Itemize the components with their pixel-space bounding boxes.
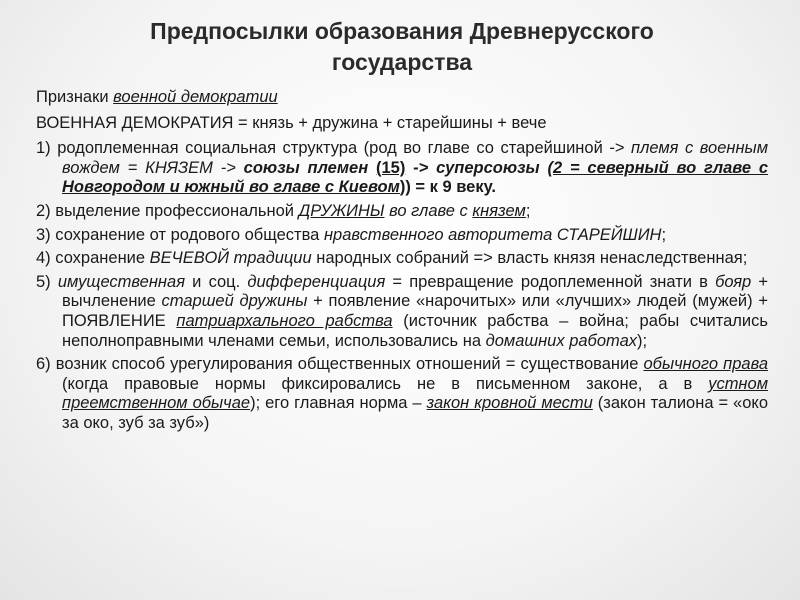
p5-num: 5) — [36, 272, 58, 291]
p2-druzhina: ДРУЖИНЫ — [298, 201, 385, 220]
point-5 — [36, 273, 768, 351]
point-1 — [36, 139, 768, 198]
p5-text: = превращение родоплеменной знати в — [385, 272, 716, 291]
p5-text4: (источник рабства – война; рабы считались неполноправными членами семьи, использовались на — [62, 311, 768, 350]
p5-text3: + появление «нарочитых» или «лучших» людей (мужей) + ПОЯВЛЕНИЕ — [62, 292, 768, 330]
p1-end: )) = к 9 веку. — [399, 178, 496, 197]
p1-superunions: -> суперсоюзы ( — [405, 158, 553, 177]
p6-custom-law: обычного права — [643, 355, 769, 374]
p5-slavery: патриархального рабства — [176, 311, 393, 330]
p1-text: 1) родоплеменная социальная структура (род во главе со старейшиной -> — [36, 139, 631, 158]
p5-senior: старшей дружины — [161, 292, 308, 311]
p4-end: народных собраний => власть князя ненаследственная; — [311, 249, 748, 268]
p3-text: 3) сохранение от родового общества — [36, 225, 324, 244]
p5-and: и соц. — [185, 272, 248, 291]
p6-text3: ); его главная норма – — [250, 394, 427, 413]
p2-end: ; — [525, 201, 531, 220]
p5-property: имущественная — [57, 272, 186, 291]
point-4 — [36, 249, 768, 269]
p6-blood-feud: закон кровной мести — [426, 394, 593, 413]
intro-term: военной демократии — [113, 88, 278, 106]
formula-line: ВОЕННАЯ ДЕМОКРАТИЯ = князь + дружина + старейшины + вече — [36, 113, 547, 132]
p5-home: домашних работах — [485, 331, 637, 350]
p1-count: (15) — [376, 158, 406, 177]
p5-diff: дифференциация — [247, 272, 386, 291]
p5-text2: + вычленение — [62, 272, 768, 311]
p2-prince: князем — [472, 201, 526, 220]
p6-end: (закон талиона = «око за око, зуб за зуб») — [62, 394, 768, 432]
p2-text: 2) выделение профессиональной — [36, 201, 299, 220]
p6-text: 6) возник способ урегулирования общественных отношений = существование — [36, 355, 644, 374]
point-3 — [36, 226, 768, 246]
intro-line — [36, 88, 768, 108]
p4-veche: ВЕЧЕВОЙ традиции — [149, 249, 312, 268]
point-2 — [36, 202, 768, 222]
p6-text2: (когда правовые нормы фиксировались не в письменном законе, а в — [62, 374, 709, 393]
p3-elders: нравственного авторитета СТАРЕЙШИН — [323, 225, 662, 244]
p1-tribe: племя с военным вождем = КНЯЗЕМ -> — [62, 139, 769, 177]
slide-title: Предпосылки образования Древнерусского государства — [150, 18, 654, 75]
p2-with: во главе с — [384, 201, 473, 220]
p4-text: 4) сохранение — [36, 249, 150, 268]
intro-prefix: Признаки — [36, 88, 114, 106]
point-6 — [36, 355, 768, 433]
slide-body — [36, 88, 768, 434]
p3-end: ; — [661, 225, 667, 244]
p5-boyars: бояр — [715, 272, 752, 291]
p6-oral: устном преемственном обычае — [62, 374, 768, 413]
p1-north-south: 2 = северный во главе с Новгородом и южный во главе с Киевом — [62, 158, 768, 197]
p5-end: ); — [637, 331, 648, 350]
p1-unions: союзы племен — [243, 158, 377, 177]
